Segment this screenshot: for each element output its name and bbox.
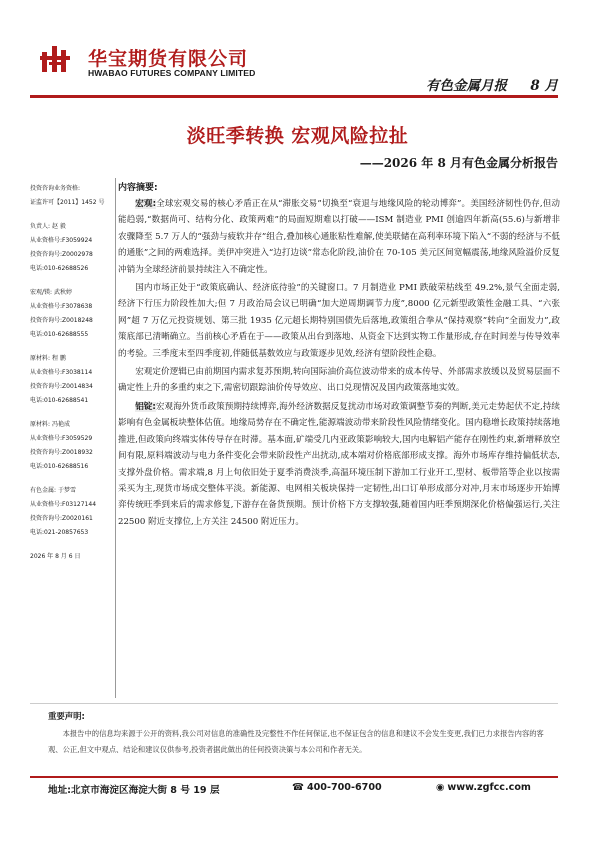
report-month: 8 月 [530,78,558,94]
analyst-invest-no: 投资咨询号:Z0018932 [30,449,93,456]
analyst-qual-no: 从业资格号:F3078638 [30,303,93,310]
analyst-role-name: 负责人: 赵 毅 [30,223,66,230]
summary-paragraph-domestic [118,280,560,362]
disclaimer-divider [30,703,558,704]
paragraph-text: 宏观定价逻辑已由前期国内需求复苏预期,转向国际油价高位波动带来的成本传导、外部需求放缓以及贸易层面不确定性上升的多重约束之下,需密切跟踪油价传导效应、出口兑现情况及国内政策落地实效。 [118,367,560,394]
license-number: 证监许可【2011】1452 号 [30,199,105,206]
analyst-block [30,220,110,276]
paragraph-text: 国内市场正处于“政策底确认、经济底待验”的关键窗口。7 月制造业 PMI 跌破荣枯线至 49.2%,景气全面走弱,经济下行压力阶段性加大;但 7 月政治局会议已明确“加大逆周期调节力度”,8000 亿元新型政策性金融工具、“六张网”超 7 万亿元投资规划、第三批 1935 亿元超长期特别国债先后落地,政策组合拳从“保持观察”转向“全面发力”,政策底部已清晰确立。当前核心矛盾在于——政策从出台到落地、从资金下达到实物工作量形成,存在时间差与传导效率的考验。三季度末至四季度初,伴随低基数效应与政策逐步见效,经济有望阶段性企稳。 [118,283,560,359]
summary-paragraph-aluminum [118,399,560,530]
paragraph-lead: 铝锭: [135,401,156,412]
paragraph-text: 全球宏观交易的核心矛盾正在从“滞胀交易”切换至“衰退与地缘风险的轮动博弈”。美国经济韧性仍存,但动能趋弱,“数据尚可、结构分化、政策两难”的局面短期难以打破——ISM 制造业 PMI 创逾四年新高(55.6)与新增非农骤降至 5.7 万人的“强劲与疲软并存”组合,叠加核心通胀粘性难解,使美联储在高利率环境下陷入“不弱的经济与不低的通胀”之间的两难选择。美伊冲突进入“边打边谈”常态化阶段,油价在 70-105 美元区间宽幅震荡,地缘风险溢价反复冲销为全球经济前景持续注入不确定性。 [118,199,561,275]
report-title: 淡旺季转换 宏观风险拉扯 [186,125,409,147]
analyst-sidebar [30,182,110,564]
analyst-invest-no: 投资咨询号:Z0018248 [30,317,93,324]
analyst-qual-no: 从业资格号:F03127144 [30,501,97,508]
globe-icon: ◉ [436,782,445,793]
report-date: 2026 年 8 月 6 日 [30,553,81,560]
analyst-invest-no: 投资咨询号:Z0014834 [30,383,93,390]
disclaimer-heading: 重要声明: [48,711,85,721]
footer-website[interactable] [436,782,531,793]
analyst-block [30,484,110,540]
license-title: 投资咨询业务资格: [30,185,81,192]
website-url[interactable]: www.zgfcc.com [447,782,531,793]
sidebar-divider [115,178,116,698]
phone-number: 400-700-6700 [306,782,382,793]
analyst-role-name: 宏观/镁: 武秋婷 [30,289,72,296]
analyst-qual-no: 从业资格号:F3059924 [30,237,93,244]
summary-paragraph-macro [118,196,560,278]
company-name-cn: 华宝期货有限公司 [88,48,249,70]
analyst-phone: 电话:010-62688541 [30,397,89,404]
summary-content [118,180,560,532]
analyst-invest-no: 投资咨询号:Z0002978 [30,251,93,258]
analyst-block [30,418,110,474]
paragraph-lead: 宏观: [135,199,157,209]
report-type-label [404,74,558,94]
footer-phone [292,782,382,793]
company-name-en: HWABAO FUTURES COMPANY LIMITED [88,68,256,78]
telephone-icon: ☎ [292,782,304,793]
analyst-phone: 电话:010-62688516 [30,463,89,470]
analyst-block [30,352,110,408]
hwabao-logo-icon [40,44,70,74]
summary-paragraph-pricing [118,364,560,397]
analyst-role-name: 原材料: 程 鹏 [30,355,66,362]
disclaimer-text: 本报告中的信息均来源于公开的资料,我公司对信息的准确性及完整性不作任何保证,也不保证包含的信息和建议不会发生变更,我们已力求报告内容的客观、公正,但文中观点、结论和建议仅供参考,投资者据此做出的任何投资决策与本公司和作者无关。 [48,729,544,754]
analyst-phone: 电话:010-62688555 [30,331,89,338]
analyst-qual-no: 从业资格号:F3059529 [30,435,93,442]
analyst-phone: 电话:010-62688526 [30,265,89,272]
analyst-invest-no: 投资咨询号:Z0020161 [30,515,93,522]
header-divider [30,95,558,98]
report-subtitle: ——2026 年 8 月有色金属分析报告 [359,156,558,170]
analyst-role-name: 原材料: 冯艳成 [30,421,70,428]
report-type: 有色金属月报 [426,78,507,94]
footer-divider [30,776,558,778]
summary-heading: 内容摘要: [118,183,158,193]
analyst-role-name: 有色金属: 于梦雪 [30,487,76,494]
footer-address: 地址:北京市海淀区海淀大街 8 号 19 层 [48,785,220,796]
analyst-qual-no: 从业资格号:F3038114 [30,369,93,376]
paragraph-text: 宏观海外货币政策预期持续博弈,海外经济数据反复扰动市场对政策调整节奏的判断,美元走势起伏不定,持续影响有色金属板块整体估值。地缘局势存在不确定性,能源端波动带来阶段性风险情绪变化。国内稳增长政策持续落地推进,但政策向终端实体传导存在时滞。基本面,矿端受几内亚政策影响较大,国内电解铝产能存在刚性约束,新增释放空间有限,原料端波动与电力条件变化会带来阶段性产出扰动,成本端对价格底部形成支撑。海外市场库存维持偏低状态,支撑外盘价格。需求端,8 月上旬依旧处于夏季消费淡季,高温环境压制下游加工行业开工,型材、板带箔等企业以按需采买为主,现货市场成交整体平淡。新能源、电网相关板块保持一定韧性,出口订单形成部分对冲,月末市场逐步开始博弈传统旺季到来后的需求修复,下游存在备货预期。预计价格下方支撑较强,随着国内旺季预期深化价格偏强运行,关注 22500 附近支撑位,上方关注 24500 附近压力。 [118,401,560,527]
analyst-phone: 电话:021-20857653 [30,529,89,536]
analyst-block [30,286,110,342]
